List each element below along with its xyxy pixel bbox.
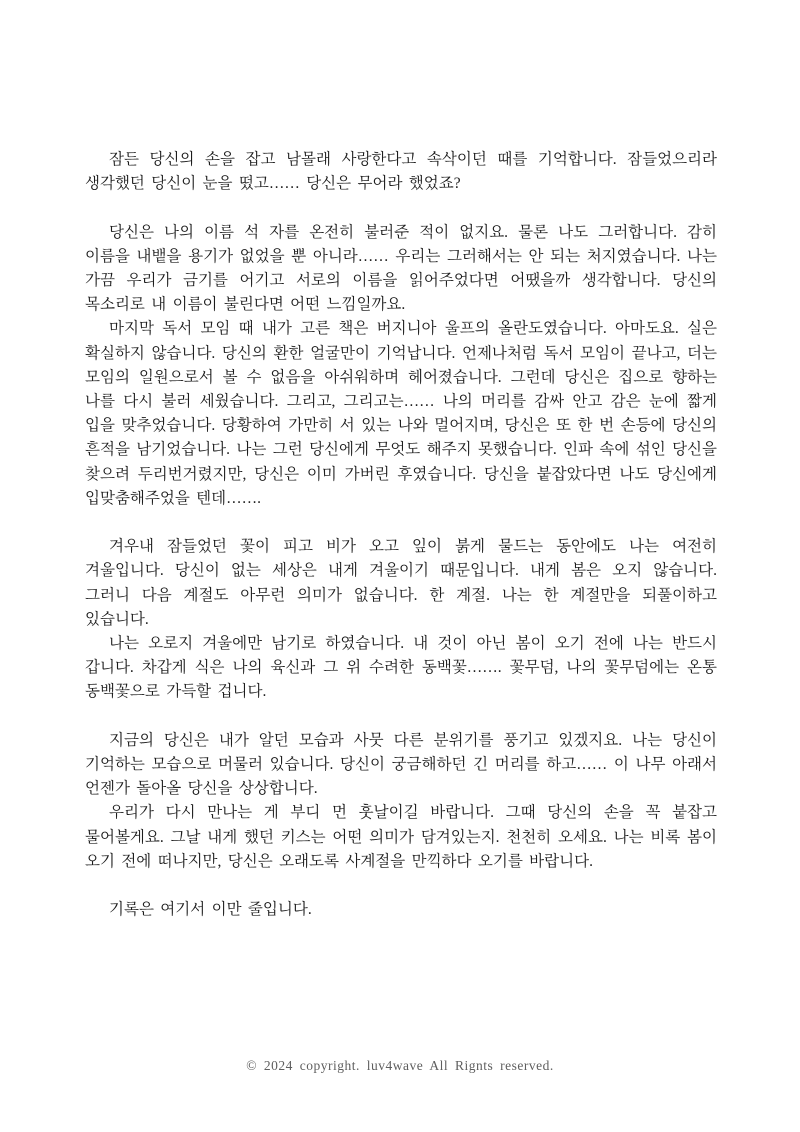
paragraph-8: 기록은 여기서 이만 줄입니다. bbox=[109, 901, 312, 919]
copyright-footer bbox=[0, 1058, 800, 1074]
paragraph-3: 마지막 독서 모임 때 내가 고른 책은 버지니아 울프의 올란도였습니다. 아마도요. 실은 확실하지 않습니다. 당신의 환한 얼굴만이 기억납니다. 언제나처럼 독서 모임이 끝나고, 더는 모임의 일원으로서 볼 수 없음을 아쉬워하며 헤어졌습니다. 그런데 당신은 집으로 향하는 나를 다시 불러 세웠습니다. 그리고, 그리고는…… 나의 머리를 감싸 안고 감은 눈에 짧게 입을 맞추었습니다. 당황하여 가만히 서 있는 나와 멀어지며, 당신은 또 한 번 손등에 당신의 흔적을 남기었습니다. 나는 그런 당신에게 무엇도 해주지 못했습니다. 인파 속에 섞인 당신을 찾으려 두리번거렸지만, 당신은 이미 가버린 후였습니다. 당신을 붙잡았다면 나도 당신에게 입맞춤해주었을 텐데……. bbox=[85, 320, 717, 507]
paragraph-4: 겨우내 잠들었던 꽃이 피고 비가 오고 잎이 붉게 물드는 동안에도 나는 여전히 겨울입니다. 당신이 없는 세상은 내게 겨울이기 때문입니다. 내게 봄은 오지 않습니다. 그러니 다음 계절도 아무런 의미가 없습니다. 한 계절. 나는 한 계절만을 되풀이하고 있습니다. bbox=[85, 538, 717, 628]
paragraph-2: 당신은 나의 이름 석 자를 온전히 불러준 적이 없지요. 물론 나도 그러합니다. 감히 이름을 내뱉을 용기가 없었을 뿐 아니라…… 우리는 그러해서는 안 되는 처지였습니다. 나는 가끔 우리가 금기를 어기고 서로의 이름을 읽어주었다면 어땠을까 생각합니다. 당신의 목소리로 내 이름이 불린다면 어떤 느낌일까요. bbox=[85, 223, 717, 314]
paragraph-1: 잠든 당신의 손을 잡고 남몰래 사랑한다고 속삭이던 때를 기억합니다. 잠들었으리라 생각했던 당신이 눈을 떴고…… 당신은 무어라 했었죠? bbox=[85, 151, 717, 193]
paragraph-6: 지금의 당신은 내가 알던 모습과 사뭇 다른 분위기를 풍기고 있겠지요. 나는 당신이 기억하는 모습으로 머물러 있습니다. 당신이 궁금해하던 긴 머리를 하고…… 이 나무 아래서 언젠가 돌아올 당신을 상상합니다. bbox=[85, 731, 717, 798]
letter-body bbox=[85, 148, 717, 922]
copyright-text: © 2024 copyright. luv4wave All Rignts reserved. bbox=[246, 1058, 554, 1073]
paragraph-7: 우리가 다시 만나는 게 부디 먼 훗날이길 바랍니다. 그때 당신의 손을 꼭 붙잡고 물어볼게요. 그날 내게 했던 키스는 어떤 의미가 담겨있는지. 천천히 오세요. 나는 비록 봄이 오기 전에 떠나지만, 당신은 오래도록 사계절을 만끽하다 오기를 바랍니다. bbox=[85, 804, 717, 870]
paragraph-5: 나는 오로지 겨울에만 남기로 하였습니다. 내 것이 아닌 봄이 오기 전에 나는 반드시 갑니다. 차갑게 식은 나의 육신과 그 위 수려한 동백꽃……. 꽃무덤, 나의 꽃무덤에는 온통 동백꽃으로 가득할 겁니다. bbox=[85, 635, 717, 701]
